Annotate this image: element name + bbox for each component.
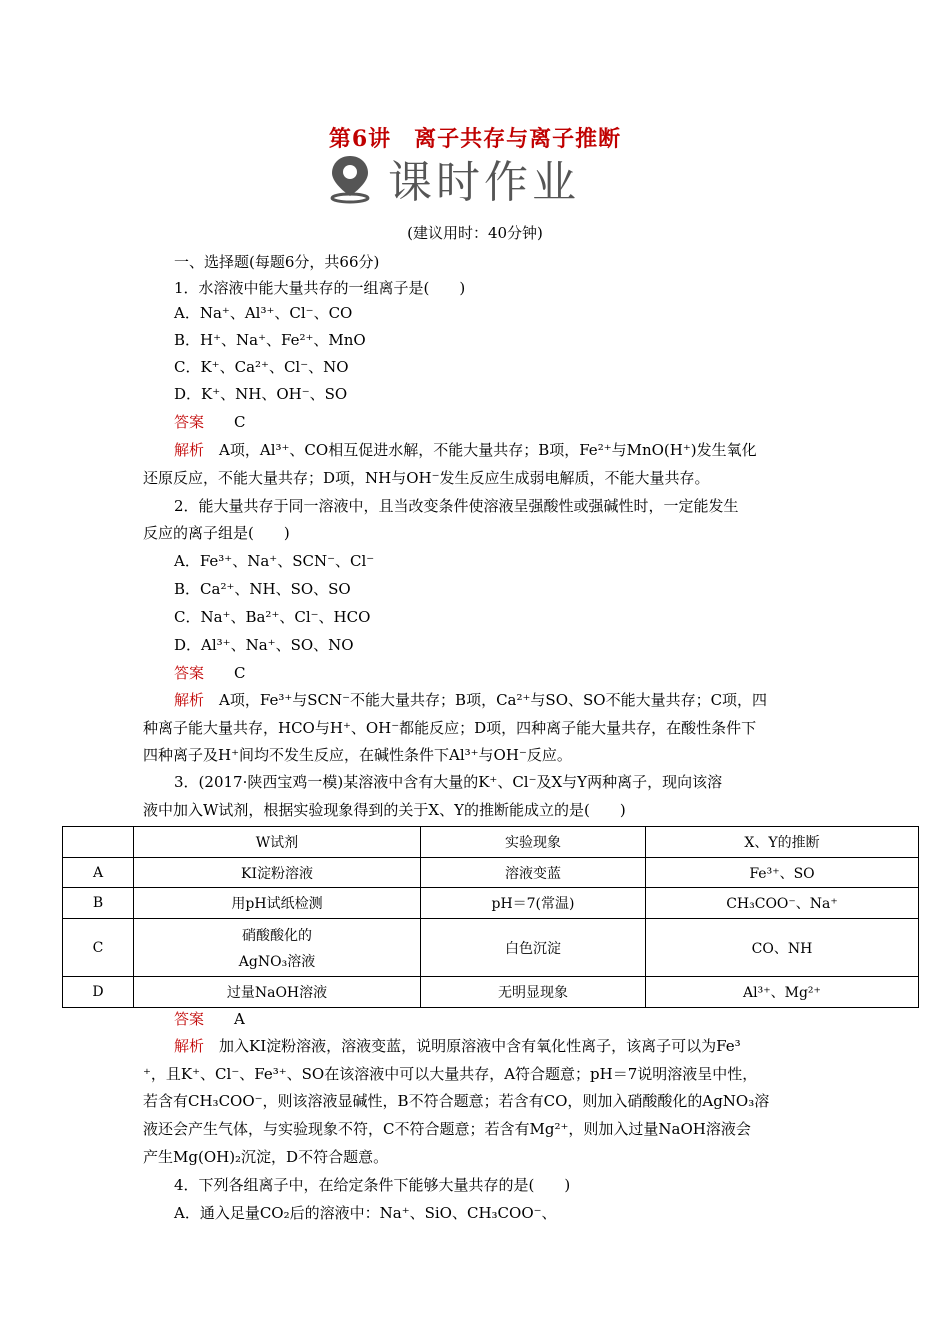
q1-stem: 1．水溶液中能大量共存的一组离子是( ): [174, 279, 466, 297]
table-cell: Al³⁺、Mg²⁺: [646, 977, 919, 1008]
q3-table: [62, 826, 919, 1008]
q1-analysis-2: 还原反应，不能大量共存；D项，NH与OH⁻发生反应生成弱电解质，不能大量共存。: [143, 469, 710, 487]
table-header-cell: X、Y的推断: [646, 827, 919, 858]
q1-answer-line: [174, 412, 246, 432]
q3-answer: A: [234, 1010, 245, 1028]
table-cell: CH₃COO⁻、Na⁺: [646, 888, 919, 919]
section-heading: 一、选择题(每题6分，共66分): [174, 253, 380, 271]
q4-stem: 4．下列各组离子中，在给定条件下能够大量共存的是( ): [174, 1176, 571, 1194]
table-cell: 溶液变蓝: [421, 858, 646, 888]
q3-stem-2: 液中加入W试剂，根据实验现象得到的关于X、Y的推断能成立的是( ): [143, 801, 626, 819]
suggested-time: (建议用时：40分钟): [407, 224, 543, 242]
table-cell: Fe³⁺、SO: [646, 858, 919, 888]
q3-stem-1: 3．(2017·陕西宝鸡一模)某溶液中含有大量的K⁺、Cl⁻及X与Y两种离子，现向该溶: [174, 773, 723, 791]
answer-label: 答案: [174, 413, 205, 431]
table-cell-line: AgNO₃溶液: [238, 953, 316, 970]
q3-analysis-3: 若含有CH₃COO⁻，则该溶液显碱性，B不符合题意；若含有CO，则加入硝酸酸化的AgNO₃溶: [143, 1092, 770, 1110]
table-row: [63, 888, 919, 919]
q2-analysis-line-1: [174, 690, 767, 710]
q1-option-d: D．K⁺、NH、OH⁻、SO: [174, 385, 348, 403]
q2-analysis-3: 四种离子及H⁺间均不发生反应，在碱性条件下Al³⁺与OH⁻反应。: [143, 746, 572, 764]
q2-option-a: A．Fe³⁺、Na⁺、SCN⁻、Cl⁻: [174, 552, 375, 570]
location-pin-icon: [326, 152, 382, 204]
homework-banner: [326, 152, 626, 208]
q3-analysis-5: 产生Mg(OH)₂沉淀，D不符合题意。: [143, 1148, 389, 1166]
table-cell: C: [63, 919, 134, 977]
table-row: [63, 858, 919, 888]
lesson-title: 第6讲 离子共存与离子推断: [328, 126, 622, 152]
q2-analysis-1: A项，Fe³⁺与SCN⁻不能大量共存；B项，Ca²⁺与SO、SO不能大量共存；C项，四: [219, 691, 768, 709]
table-cell: 过量NaOH溶液: [134, 977, 421, 1008]
q3-analysis-1: 加入KI淀粉溶液，溶液变蓝，说明原溶液中含有氧化性离子，该离子可以为Fe³: [219, 1037, 741, 1055]
analysis-label: 解析: [174, 1037, 205, 1055]
answer-label: 答案: [174, 1010, 205, 1028]
q3-analysis-2: ⁺，且K⁺、Cl⁻、Fe³⁺、SO在该溶液中可以大量共存，A符合题意；pH＝7说明溶液呈中性，: [143, 1065, 758, 1083]
table-cell: 无明显现象: [421, 977, 646, 1008]
q2-stem-2: 反应的离子组是( ): [143, 524, 290, 542]
banner-text: 课时作业: [388, 157, 580, 208]
q3-analysis-4: 液还会产生气体，与实验现象不符，C不符合题意；若含有Mg²⁺，则加入过量NaOH溶液会: [143, 1120, 751, 1138]
table-header-cell: [63, 827, 134, 858]
q2-answer-line: [174, 663, 246, 683]
table-cell: D: [63, 977, 134, 1008]
table-header-cell: 实验现象: [421, 827, 646, 858]
q2-stem-1: 2．能大量共存于同一溶液中，且当改变条件使溶液呈强酸性或强碱性时，一定能发生: [174, 497, 739, 515]
table-cell-line: 硝酸酸化的: [242, 927, 312, 944]
q3-analysis-line-1: [174, 1036, 741, 1056]
q1-option-b: B．H⁺、Na⁺、Fe²⁺、MnO: [174, 331, 366, 349]
q1-option-a: A．Na⁺、Al³⁺、Cl⁻、CO: [174, 304, 353, 322]
table-cell: 用pH试纸检测: [134, 888, 421, 919]
q2-analysis-2: 种离子能大量共存，HCO与H⁺、OH⁻都能反应；D项，四种离子能大量共存，在酸性条件下: [143, 719, 757, 737]
q1-analysis-1: A项，Al³⁺、CO相互促进水解，不能大量共存；B项，Fe²⁺与MnO(H⁺)发生氧化: [219, 441, 757, 459]
q4-option-a: A．通入足量CO₂后的溶液中：Na⁺、SiO、CH₃COO⁻、: [174, 1204, 557, 1222]
table-cell: A: [63, 858, 134, 888]
table-cell: pH＝7(常温): [421, 888, 646, 919]
table-cell: B: [63, 888, 134, 919]
table-cell: CO、NH: [646, 919, 919, 977]
table-header-row: [63, 827, 919, 858]
analysis-label: 解析: [174, 691, 205, 709]
analysis-label: 解析: [174, 441, 205, 459]
table-header-cell: W试剂: [134, 827, 421, 858]
q3-answer-line: [174, 1009, 245, 1029]
table-cell: 白色沉淀: [421, 919, 646, 977]
q1-analysis-line-1: [174, 440, 757, 460]
q2-option-b: B．Ca²⁺、NH、SO、SO: [174, 580, 351, 598]
q2-answer: C: [234, 664, 246, 682]
table-cell: [134, 919, 421, 977]
table-cell: KI淀粉溶液: [134, 858, 421, 888]
q2-option-c: C．Na⁺、Ba²⁺、Cl⁻、HCO: [174, 608, 371, 626]
table-row: [63, 977, 919, 1008]
answer-label: 答案: [174, 664, 205, 682]
table-row: [63, 919, 919, 977]
q1-option-c: C．K⁺、Ca²⁺、Cl⁻、NO: [174, 358, 349, 376]
q2-option-d: D．Al³⁺、Na⁺、SO、NO: [174, 636, 354, 654]
q1-answer: C: [234, 413, 246, 431]
